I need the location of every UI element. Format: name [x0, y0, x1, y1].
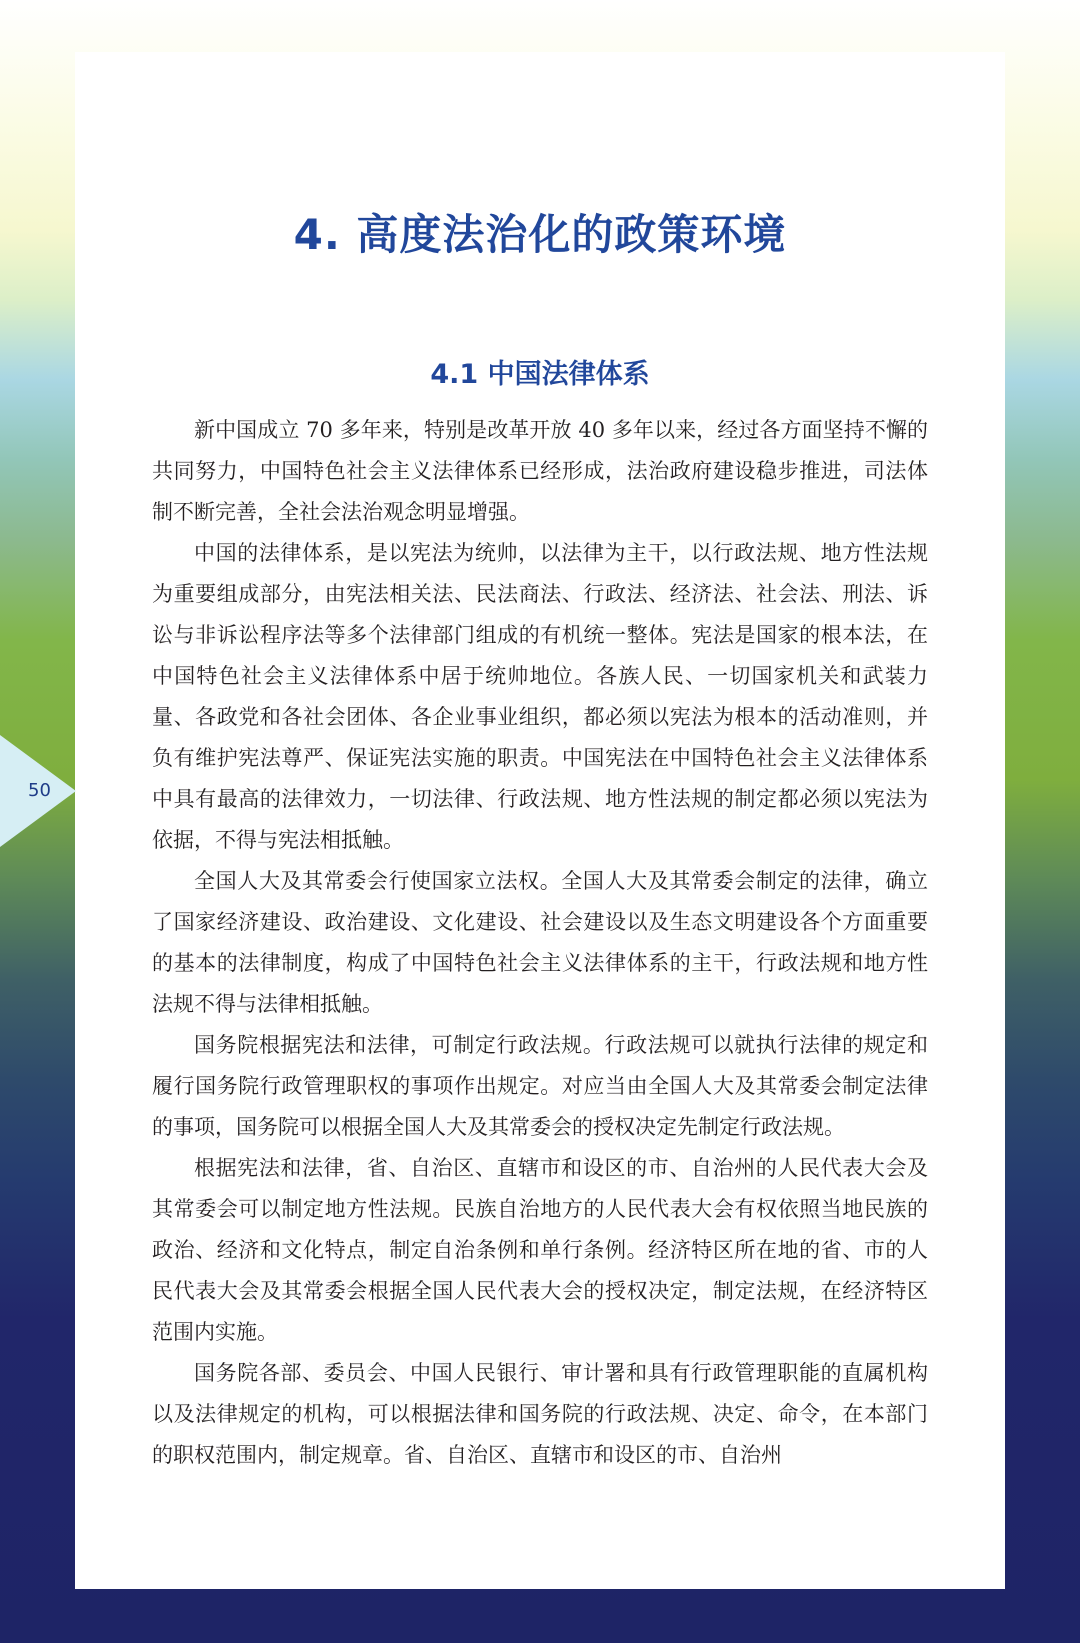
chapter-title: 4. 高度法治化的政策环境 — [293, 210, 787, 259]
section-title: 4.1 中国法律体系 — [430, 359, 650, 390]
paragraph: 国务院根据宪法和法律，可制定行政法规。行政法规可以就执行法律的规定和履行国务院行政管理职权的事项作出规定。对应当由全国人大及其常委会制定法律的事项，国务院可以根据全国人大及其常委会的授权决定先制定行政法规。 — [152, 1033, 928, 1139]
paragraph: 中国的法律体系，是以宪法为统帅，以法律为主干，以行政法规、地方性法规为重要组成部分，由宪法相关法、民法商法、行政法、经济法、社会法、刑法、诉讼与非诉讼程序法等多个法律部门组成的有机统一整体。宪法是国家的根本法，在中国特色社会主义法律体系中居于统帅地位。各族人民、一切国家机关和武装力量、各政党和各社会团体、各企业事业组织，都必须以宪法为根本的活动准则，并负有维护宪法尊严、保证宪法实施的职责。中国宪法在中国特色社会主义法律体系中具有最高的法律效力，一切法律、行政法规、地方性法规的制定都必须以宪法为依据，不得与宪法相抵触。 — [152, 541, 928, 852]
paragraph: 根据宪法和法律，省、自治区、直辖市和设区的市、自治州的人民代表大会及其常委会可以制定地方性法规。民族自治地方的人民代表大会有权依照当地民族的政治、经济和文化特点，制定自治条例和单行条例。经济特区所在地的省、市的人民代表大会及其常委会根据全国人民代表大会的授权决定，制定法规，在经济特区范围内实施。 — [152, 1156, 928, 1344]
body-text — [152, 410, 928, 1476]
paragraph: 全国人大及其常委会行使国家立法权。全国人大及其常委会制定的法律，确立了国家经济建设、政治建设、文化建设、社会建设以及生态文明建设各个方面重要的基本的法律制度，构成了中国特色社会主义法律体系的主干，行政法规和地方性法规不得与法律相抵触。 — [152, 869, 928, 1016]
page-number: 50 — [28, 780, 51, 801]
paragraph: 国务院各部、委员会、中国人民银行、审计署和具有行政管理职能的直属机构以及法律规定的机构，可以根据法律和国务院的行政法规、决定、命令，在本部门的职权范围内，制定规章。省、自治区、直辖市和设区的市、自治州 — [152, 1361, 928, 1467]
paragraph: 新中国成立 70 多年来，特别是改革开放 40 多年以来，经过各方面坚持不懈的共同努力，中国特色社会主义法律体系已经形成，法治政府建设稳步推进，司法体制不断完善，全社会法治观念明显增强。 — [152, 418, 928, 524]
